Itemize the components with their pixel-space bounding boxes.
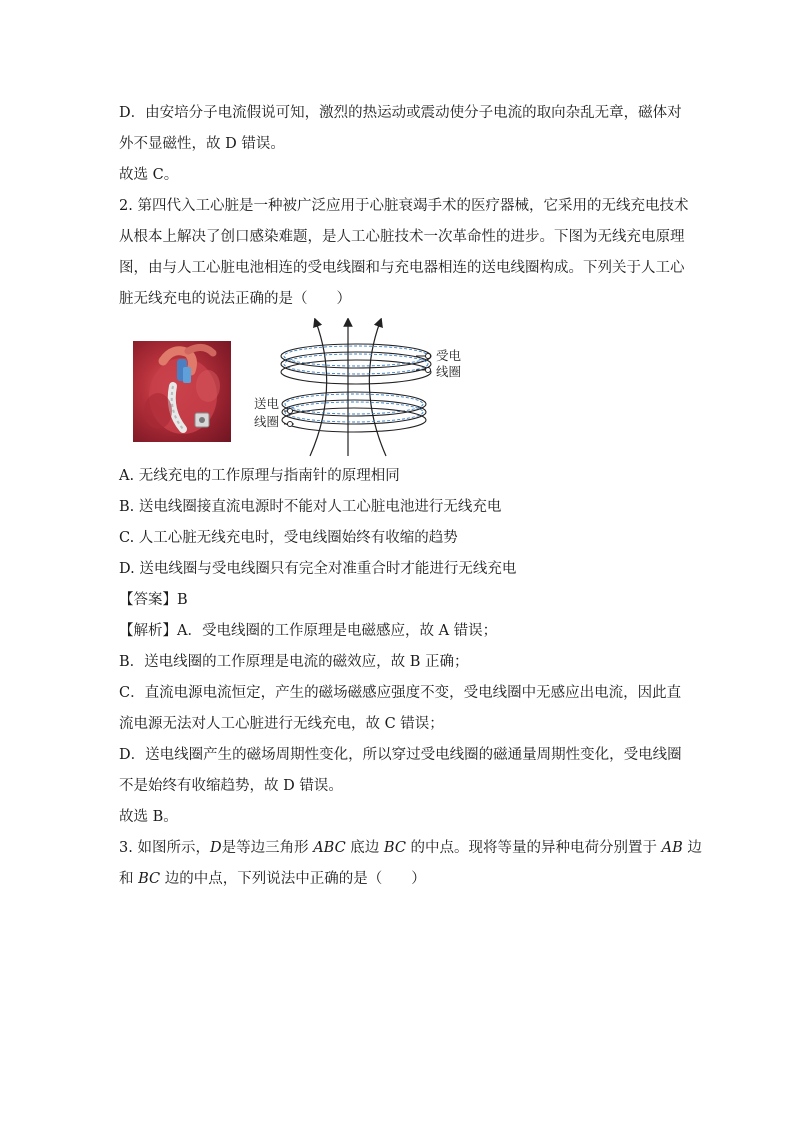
analysis-line: C．直流电源电流恒定，产生的磁场磁感应强度不变，受电线圈中无感应出电流，因此直 [119,685,682,701]
option-a: A. 无线充电的工作原理与指南针的原理相同 [119,468,400,484]
receive-coil-label: 线圈 [436,364,462,379]
question-2-line: 2. 第四代入工心脏是一种被广泛应用于心脏衰竭手术的医疗器械，它采用的无线充电技术 [119,198,689,214]
analysis-line: 不是始终有收缩趋势，故 D 错误。 [119,778,343,794]
analysis-line: B．送电线圈的工作原理是电流的磁效应，故 B 正确； [119,654,469,670]
receive-coil [281,344,431,384]
question-3-line: 和 BC 边的中点，下列说法中正确的是（ ） [119,871,426,887]
text-line: 故选 C。 [119,167,179,183]
analysis-line: 故选 B。 [119,809,178,825]
question-3-line: 3. 如图所示，D是等边三角形 ABC 底边 BC 的中点。现将等量的异种电荷分别置于 AB 边 [119,840,702,856]
send-coil-label: 线圈 [254,414,280,429]
option-c: C. 人工心脏无线充电时，受电线圈始终有收缩的趋势 [119,530,458,546]
question-2-line: 图，由与人工心脏电池相连的受电线圈和与充电器相连的送电线圈构成。下列关于人工心 [119,260,685,276]
send-coil [282,392,426,432]
text-line: 外不显磁性，故 D 错误。 [119,136,285,152]
option-d: D. 送电线圈与受电线圈只有完全对准重合时才能进行无线充电 [119,561,517,577]
text-line: D．由安培分子电流假说可知，激烈的热运动或震动使分子电流的取向杂乱无章，磁体对 [119,105,682,121]
wireless-charging-coil-diagram [248,318,478,458]
receive-coil-label: 受电 [436,348,462,363]
question-2-line: 从根本上解决了创口感染难题，是人工心脏技术一次革命性的进步。下图为无线充电原理 [119,229,685,245]
artificial-heart-image [133,341,231,442]
send-coil-label: 送电 [254,396,280,411]
field-line [369,322,386,456]
question-2-line: 脏无线充电的说法正确的是（ ） [119,291,351,307]
option-b: B. 送电线圈接直流电源时不能对人工心脏电池进行无线充电 [119,499,502,515]
analysis-line: 流电源无法对人工心脏进行无线充电，故 C 错误； [119,716,444,732]
answer-line: 【答案】B [119,592,188,608]
analysis-line: 【解析】A．受电线圈的工作原理是电磁感应，故 A 错误； [119,623,498,639]
analysis-line: D．送电线圈产生的磁场周期性变化，所以穿过受电线圈的磁通量周期性变化，受电线圈 [119,747,682,763]
field-line [310,322,327,456]
